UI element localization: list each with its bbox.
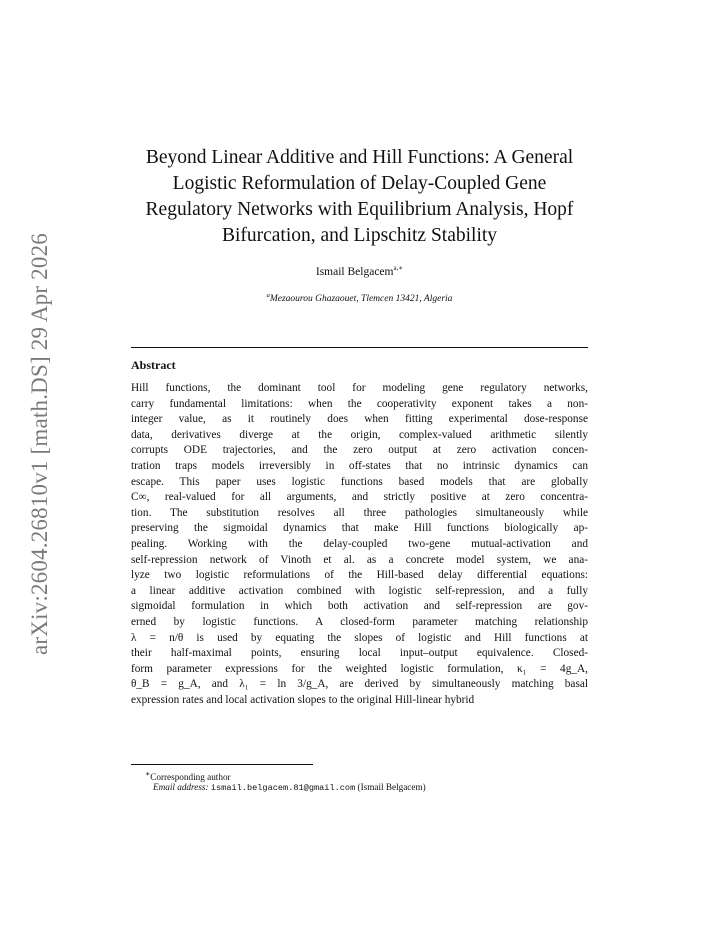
title-line: Beyond Linear Additive and Hill Functions: A General xyxy=(145,147,574,168)
abstract-line: C∞, real-valued for all arguments, and strictly positive at zero concentra- xyxy=(131,491,588,504)
abstract-line: data, derivatives diverge at the origin, complex-valued arithmetic silently xyxy=(131,428,588,441)
abstract-line: Hill functions, the dominant tool for modeling gene regulatory networks, xyxy=(131,382,588,394)
title-line: Regulatory Networks with Equilibrium Analysis, Hopf xyxy=(145,199,574,220)
paper-title xyxy=(131,145,588,249)
abstract-line: erned by logistic functions. A closed-form parameter matching relationship xyxy=(131,615,588,628)
abstract-line: a linear additive activation combined with logistic self-repression, and a fully xyxy=(131,584,588,597)
affiliation-mark: a xyxy=(266,292,270,299)
abstract-line: pealing. Working with the delay-coupled two-gene mutual-activation and xyxy=(131,537,588,550)
abstract-line: sigmoidal formulation in which both activation and self-repression are gov- xyxy=(131,600,588,613)
author-marks: a,∗ xyxy=(393,264,404,272)
title-line: Logistic Reformulation of Delay-Coupled Gene xyxy=(172,173,547,194)
abstract-line: self-repression network of Vinoth et al. as a concrete model system, we ana- xyxy=(131,553,588,566)
abstract-line: tration traps models irreversibly in off-states that no intrinsic dynamics can xyxy=(131,459,588,472)
arxiv-identifier-text: arXiv:2604.26810v1 [math.DS] 29 Apr 2026 xyxy=(27,233,52,655)
abstract-line: lyze two logistic reformulations of the Hill-based delay differential equations: xyxy=(131,569,588,582)
email-address[interactable]: ismail.belgacem.81@gmail.com xyxy=(210,783,356,793)
abstract-line: form parameter expressions for the weighted logistic formulation, κ₁ = 4g_A, xyxy=(131,662,588,675)
abstract-line: their half-maximal points, ensuring local input–output equivalence. Closed- xyxy=(131,647,588,660)
abstract-line: escape. This paper uses logistic functions based models that are globally xyxy=(131,475,588,488)
abstract-line: expression rates and local activation slopes to the original Hill-linear hybrid xyxy=(131,693,475,706)
abstract-line: λ = n/θ is used by equating the slopes of logistic and Hill functions at xyxy=(131,631,588,644)
email-label: Email address: xyxy=(153,782,209,792)
footnote-email xyxy=(153,781,426,795)
abstract-body xyxy=(131,381,588,708)
abstract-heading: Abstract xyxy=(131,358,176,372)
affiliation-text: Mezaourou Ghazaouet, Tlemcen 13421, Algeria xyxy=(269,294,453,305)
abstract-line: corrupts ODE trajectories, and the zero output at zero activation concen- xyxy=(131,444,588,457)
author-line xyxy=(131,264,588,278)
arxiv-side-identifier xyxy=(22,233,58,655)
footnote-mark: ∗ xyxy=(145,769,151,778)
email-owner: (Ismail Belgacem) xyxy=(357,782,426,792)
abstract-line: carry fundamental limitations: when the cooperativity exponent takes a non- xyxy=(131,397,588,410)
abstract-line: tion. The substitution resolves all three pathologies simultaneously while xyxy=(131,506,588,519)
footnote-rule xyxy=(131,764,313,765)
title-line: Bifurcation, and Lipschitz Stability xyxy=(221,225,498,246)
abstract-top-rule xyxy=(131,347,588,348)
footnote-corresponding-text: Corresponding author xyxy=(150,772,231,783)
author-name: Ismail Belgacem xyxy=(315,265,394,278)
abstract-line: integer value, as it routinely does when fitting experimental dose-response xyxy=(131,413,588,426)
abstract-line: θ_B = g_A, and λ₁ = ln 3/g_A, are derived by simultaneously matching basal xyxy=(131,678,588,691)
abstract-line: preserving the sigmoidal dynamics that make Hill functions biologically ap- xyxy=(131,522,588,535)
affiliation xyxy=(131,292,588,304)
